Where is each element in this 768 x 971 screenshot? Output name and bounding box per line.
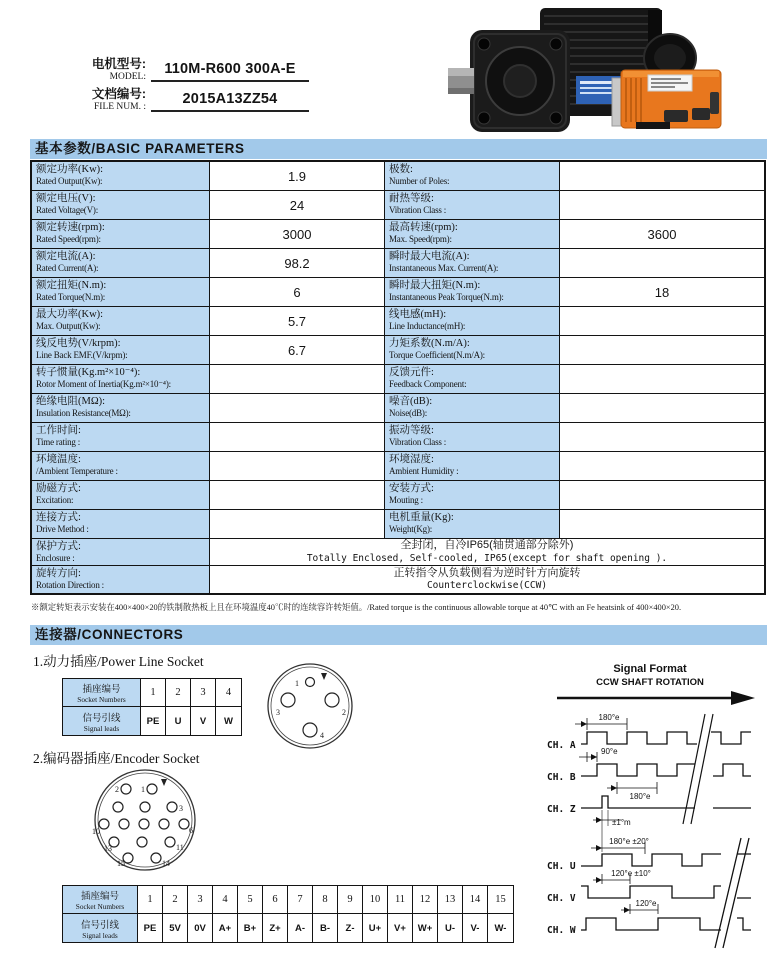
param-label-cn: 最高转速(rpm): xyxy=(389,222,458,233)
svg-text:±1°m: ±1°m xyxy=(612,818,631,827)
socket-number-cell: 10 xyxy=(363,886,388,914)
file-number-value: 2015A13ZZ54 xyxy=(151,91,309,112)
param-label-cell xyxy=(32,162,210,191)
param-label-en: Feedback Component: xyxy=(389,379,467,390)
svg-text:1: 1 xyxy=(141,785,145,794)
param-value-cell xyxy=(560,452,764,481)
socket-number-cell: 5 xyxy=(238,886,263,914)
encoder-socket-diagram xyxy=(82,764,208,876)
param-label-cell xyxy=(385,365,560,394)
socket-numbers-header xyxy=(63,886,138,914)
param-label-cell xyxy=(32,220,210,249)
param-label-cn: 旋转方向: xyxy=(36,568,81,579)
svg-text:CH. A: CH. A xyxy=(547,740,576,751)
parameters-grid-bottom xyxy=(32,539,764,593)
param-label-en: Instantaneous Peak Torque(N.m): xyxy=(389,292,504,303)
signal-lead-cell: Z+ xyxy=(263,914,288,942)
svg-text:CH. W: CH. W xyxy=(547,925,576,936)
param-value-cell xyxy=(210,278,385,307)
svg-text:CH. B: CH. B xyxy=(547,772,576,783)
param-value-cell xyxy=(210,162,385,191)
svg-text:1: 1 xyxy=(295,679,299,688)
param-label-cn: 线反电势(V/krpm): xyxy=(36,338,121,349)
param-label-cell xyxy=(32,249,210,278)
wide-value-en: Totally Enclosed, Self-cooled, IP65(except for shaft opening ). xyxy=(306,552,668,564)
socket-number-cell: 8 xyxy=(313,886,338,914)
param-value: 24 xyxy=(289,197,305,213)
power-socket-table xyxy=(62,678,242,736)
param-label-en: Torque Coefficient(N.m/A): xyxy=(389,350,485,361)
signal-lead-cell: W+ xyxy=(413,914,438,942)
param-label-cell xyxy=(32,394,210,423)
param-label-en: Vibration Class : xyxy=(389,437,447,448)
encoder-socket-title: 2.编码器插座/Encoder Socket xyxy=(33,751,200,766)
signal-format-diagram xyxy=(545,656,768,956)
wide-value-cn: 全封闭，自冷IP65(轴贯通部分除外) xyxy=(400,539,574,552)
param-label-en: Rotor Moment of Inertia(Kg.m²×10⁻⁴): xyxy=(36,379,171,390)
param-value-cell xyxy=(210,481,385,510)
param-value-cell xyxy=(560,481,764,510)
socket-number-cell: 4 xyxy=(213,886,238,914)
svg-text:CCW SHAFT ROTATION: CCW SHAFT ROTATION xyxy=(596,677,704,688)
param-label-cell xyxy=(385,278,560,307)
socket-numbers-header xyxy=(63,679,141,707)
signal-lead-cell: V- xyxy=(463,914,488,942)
param-value-cell xyxy=(560,365,764,394)
signal-lead-cell: U- xyxy=(438,914,463,942)
model-labels xyxy=(72,54,151,82)
svg-text:13: 13 xyxy=(104,844,112,853)
param-label-en: Max. Output(Kw): xyxy=(36,321,101,332)
param-label-cell xyxy=(385,423,560,452)
key-mark-icon xyxy=(321,673,327,680)
param-label-cell xyxy=(385,191,560,220)
param-label-cn: 环境湿度: xyxy=(389,454,434,465)
socket-number-cell: 3 xyxy=(191,679,216,707)
header-en: Socket Numbers xyxy=(75,902,125,911)
svg-text:Signal Format: Signal Format xyxy=(613,663,687,675)
param-value-cell xyxy=(210,365,385,394)
param-label-cn: 工作时间: xyxy=(36,425,81,436)
signal-lead-cell: PE xyxy=(141,707,166,735)
param-label-en: Time rating : xyxy=(36,437,81,448)
param-value-cell xyxy=(210,452,385,481)
param-label-cell xyxy=(32,510,210,539)
rotation-row-value-cell xyxy=(210,566,764,593)
rated-torque-footnote: ※额定转矩表示安装在400×400×20的铁制散热板上且在环境温度40℃时的连续容许转矩值。/Rated torque is the continuous allowable torque at 40℃ with an Fe heatsink of 400×400×20. xyxy=(31,603,682,612)
svg-text:14: 14 xyxy=(162,859,170,868)
header-cn: 插座编号 xyxy=(82,685,121,695)
section-basic-parameters xyxy=(30,139,767,159)
param-value-cell xyxy=(210,220,385,249)
param-label-en: Weight(Kg): xyxy=(389,524,433,535)
param-value-cell xyxy=(560,307,764,336)
param-label-cell xyxy=(32,336,210,365)
svg-text:11: 11 xyxy=(176,843,184,852)
socket-number-cell: 14 xyxy=(463,886,488,914)
file-row xyxy=(72,84,309,112)
param-label-en: Enclosure : xyxy=(36,553,75,564)
param-value-cell xyxy=(210,510,385,539)
param-label-cn: 振动等级: xyxy=(389,425,434,436)
param-value: 5.7 xyxy=(287,313,307,329)
power-pin-4 xyxy=(303,723,317,737)
param-label-cell xyxy=(32,307,210,336)
file-label-en: FILE NUM. : xyxy=(94,102,146,112)
svg-text:15: 15 xyxy=(117,859,125,868)
param-label-cell xyxy=(385,394,560,423)
param-value-cell xyxy=(560,220,764,249)
wide-value-en: Counterclockwise(CCW) xyxy=(426,580,548,592)
param-label-cell xyxy=(385,510,560,539)
signal-lead-cell: W- xyxy=(494,922,507,934)
socket-number-cell: 7 xyxy=(288,886,313,914)
driver-photo xyxy=(612,70,721,129)
header-cn: 插座编号 xyxy=(80,892,119,902)
param-label-cn: 反馈元件: xyxy=(389,367,434,378)
param-label-cn: 额定功率(Kw): xyxy=(36,164,104,175)
param-label-cn: 力矩系数(N.m/A): xyxy=(389,338,470,349)
signal-lead-cell: U xyxy=(166,707,191,735)
param-label-en: Noise(dB): xyxy=(389,408,427,419)
param-label-en: Rated Speed(rpm): xyxy=(36,234,101,245)
model-label-cn: 电机型号: xyxy=(91,57,146,71)
param-label-cn: 绝缘电阻(MΩ): xyxy=(36,396,106,407)
signal-lead-cell: PE xyxy=(138,914,163,942)
param-label-cn: 转子惯量(Kg.m²×10⁻⁴): xyxy=(36,367,141,378)
param-value-cell xyxy=(560,394,764,423)
signal-lead-cell: A- xyxy=(288,914,313,942)
param-label-en: Line Inductance(mH): xyxy=(389,321,466,332)
param-label-cell xyxy=(32,278,210,307)
signal-leads-header xyxy=(63,707,141,735)
param-value-cell xyxy=(560,249,764,278)
param-label-en: Ambient Humidity : xyxy=(389,466,459,477)
param-label-cn: 耐热等级: xyxy=(389,193,434,204)
section-connectors xyxy=(30,625,767,645)
file-label-cn: 文档编号: xyxy=(91,87,146,101)
signal-lead-cell: A+ xyxy=(213,914,238,942)
socket-number-cell: 6 xyxy=(263,886,288,914)
svg-text:CH. V: CH. V xyxy=(547,893,576,904)
param-value: 3000 xyxy=(282,226,312,242)
socket-number-cell: 2 xyxy=(163,886,188,914)
param-label-cn: 瞬时最大电流(A): xyxy=(389,251,470,262)
param-label-cell xyxy=(385,162,560,191)
section-connectors-title: 连接器/CONNECTORS xyxy=(35,627,184,642)
signal-leads-header xyxy=(63,914,138,942)
param-value-cell xyxy=(210,336,385,365)
param-label-cell xyxy=(385,220,560,249)
parameters-grid xyxy=(32,162,764,539)
param-label-en: Rated Output(Kw): xyxy=(36,176,103,187)
param-label-en: Rated Torque(N.m): xyxy=(36,292,106,303)
signal-lead-cell: B- xyxy=(313,914,338,942)
param-value-cell xyxy=(210,423,385,452)
param-value-cell xyxy=(210,394,385,423)
param-value: 1.9 xyxy=(287,168,307,184)
param-label-cell xyxy=(32,481,210,510)
param-label-en: Number of Poles: xyxy=(389,176,450,187)
svg-text:120°e: 120°e xyxy=(635,899,657,908)
param-label-cn: 额定电压(V): xyxy=(36,193,96,204)
file-labels xyxy=(72,84,151,112)
enclosure-row-value-cell xyxy=(210,539,764,566)
svg-text:90°e: 90°e xyxy=(601,747,618,756)
signal-lead-cell: Z- xyxy=(338,914,363,942)
svg-text:2: 2 xyxy=(342,708,346,717)
param-label-cn: 瞬时最大扭矩(N.m): xyxy=(389,280,481,291)
svg-text:CH. Z: CH. Z xyxy=(547,804,576,815)
param-value-cell xyxy=(560,423,764,452)
param-label-cn: 噪音(dB): xyxy=(389,396,433,407)
power-pin-1 xyxy=(306,678,315,687)
param-label-cell xyxy=(32,539,210,566)
socket-number-cell: 9 xyxy=(338,886,363,914)
param-label-cn: 保护方式: xyxy=(36,541,81,552)
param-label-cn: 励磁方式: xyxy=(36,483,81,494)
header-en: Signal leads xyxy=(83,723,120,733)
param-label-en: Rotation Direction : xyxy=(36,580,104,591)
param-label-en: Drive Method : xyxy=(36,524,89,535)
section-basic-parameters-title: 基本参数/BASIC PARAMETERS xyxy=(35,141,245,156)
param-label-en: Max. Speed(rpm): xyxy=(389,234,452,245)
power-socket-title: 1.动力插座/Power Line Socket xyxy=(33,654,204,669)
param-value-cell xyxy=(560,510,764,539)
document-header xyxy=(72,54,309,114)
param-label-en: Vibration Class : xyxy=(389,205,447,216)
socket-number-cell: 4 xyxy=(216,679,241,707)
signal-lead-cell: 0V xyxy=(188,914,213,942)
param-label-cell xyxy=(32,423,210,452)
socket-number-cell: 15 xyxy=(488,886,513,914)
param-value-cell xyxy=(560,191,764,220)
param-label-en: Line Back EMF.(V/krpm): xyxy=(36,350,128,361)
param-label-cell xyxy=(385,307,560,336)
svg-text:3: 3 xyxy=(276,708,280,717)
param-value-cell xyxy=(560,278,764,307)
signal-lead-cell: V xyxy=(191,707,216,735)
key-mark-icon xyxy=(161,779,167,786)
basic-parameters-table xyxy=(30,160,766,595)
param-value-cell xyxy=(560,336,764,365)
param-label-cn: 极数: xyxy=(389,164,413,175)
signal-lead-cell: V+ xyxy=(388,914,413,942)
param-value: 3600 xyxy=(647,226,677,242)
svg-text:2: 2 xyxy=(115,785,119,794)
power-socket-diagram xyxy=(258,660,363,752)
param-label-cell xyxy=(385,249,560,278)
header-en: Socket Numbers xyxy=(77,695,126,704)
model-row xyxy=(72,54,309,82)
wide-value-cn: 正转指令从负载侧看为逆时针方向旋转 xyxy=(393,566,581,579)
socket-number-cell: 11 xyxy=(388,886,413,914)
svg-text:6: 6 xyxy=(189,826,193,835)
socket-number-cell: 3 xyxy=(188,886,213,914)
param-value-cell xyxy=(210,249,385,278)
param-value-cell xyxy=(210,307,385,336)
header-en: Signal leads xyxy=(82,930,118,940)
param-label-en: Excitation: xyxy=(36,495,74,506)
param-value-cell xyxy=(210,191,385,220)
param-label-en: /Ambient Temperature : xyxy=(36,466,118,477)
param-label-cn: 安装方式: xyxy=(389,483,434,494)
param-label-cn: 连接方式: xyxy=(36,512,81,523)
socket-number-cell: 12 xyxy=(413,886,438,914)
power-pin-3 xyxy=(281,693,295,707)
param-label-cell xyxy=(32,191,210,220)
svg-text:180°e ±20°: 180°e ±20° xyxy=(609,837,649,846)
param-value: 6.7 xyxy=(287,342,307,358)
param-label-cn: 额定转速(rpm): xyxy=(36,222,105,233)
svg-text:4: 4 xyxy=(320,731,324,740)
param-label-en: Mouting : xyxy=(389,495,423,506)
signal-lead-cell: B+ xyxy=(238,914,263,942)
param-label-cn: 环境温度: xyxy=(36,454,81,465)
power-pin-2 xyxy=(325,693,339,707)
model-value: 110M-R600 300A-E xyxy=(151,61,309,82)
param-label-cell xyxy=(32,452,210,481)
svg-text:180°e: 180°e xyxy=(598,713,620,722)
param-label-en: Insulation Resistance(MΩ): xyxy=(36,408,131,419)
param-value-cell xyxy=(560,162,764,191)
param-value: 6 xyxy=(293,284,301,300)
param-label-cell xyxy=(32,365,210,394)
signal-lead-cell: W xyxy=(224,715,233,727)
param-label-en: Rated Current(A): xyxy=(36,263,99,274)
param-label-cn: 额定电流(A): xyxy=(36,251,96,262)
socket-number-cell: 2 xyxy=(166,679,191,707)
socket-number-cell: 1 xyxy=(141,679,166,707)
svg-text:CH. U: CH. U xyxy=(547,861,576,872)
header-cn: 信号引线 xyxy=(82,713,121,724)
param-label-cn: 最大功率(Kw): xyxy=(36,309,104,320)
param-label-cn: 线电感(mH): xyxy=(389,309,447,320)
product-photos xyxy=(448,2,768,134)
model-label-en: MODEL: xyxy=(109,72,146,82)
param-label-en: Instantaneous Max. Current(A): xyxy=(389,263,499,274)
param-label-cn: 额定扭矩(N.m): xyxy=(36,280,107,291)
param-value: 18 xyxy=(654,284,670,300)
signal-lead-cell: U+ xyxy=(363,914,388,942)
header-cn: 信号引线 xyxy=(80,920,119,931)
param-value: 98.2 xyxy=(284,255,310,271)
param-label-en: Rated Voltage(V): xyxy=(36,205,99,216)
svg-text:120°e ±10°: 120°e ±10° xyxy=(611,869,651,878)
encoder-socket-table xyxy=(62,885,514,943)
svg-text:180°e: 180°e xyxy=(629,792,651,801)
signal-lead-cell: 5V xyxy=(163,914,188,942)
param-label-cell xyxy=(385,336,560,365)
param-label-cn: 电机重量(Kg): xyxy=(389,512,454,523)
param-label-cell xyxy=(32,566,210,593)
socket-number-cell: 1 xyxy=(138,886,163,914)
svg-text:3: 3 xyxy=(179,804,183,813)
param-label-cell xyxy=(385,481,560,510)
svg-text:10: 10 xyxy=(92,827,100,836)
socket-number-cell: 13 xyxy=(438,886,463,914)
param-label-cell xyxy=(385,452,560,481)
